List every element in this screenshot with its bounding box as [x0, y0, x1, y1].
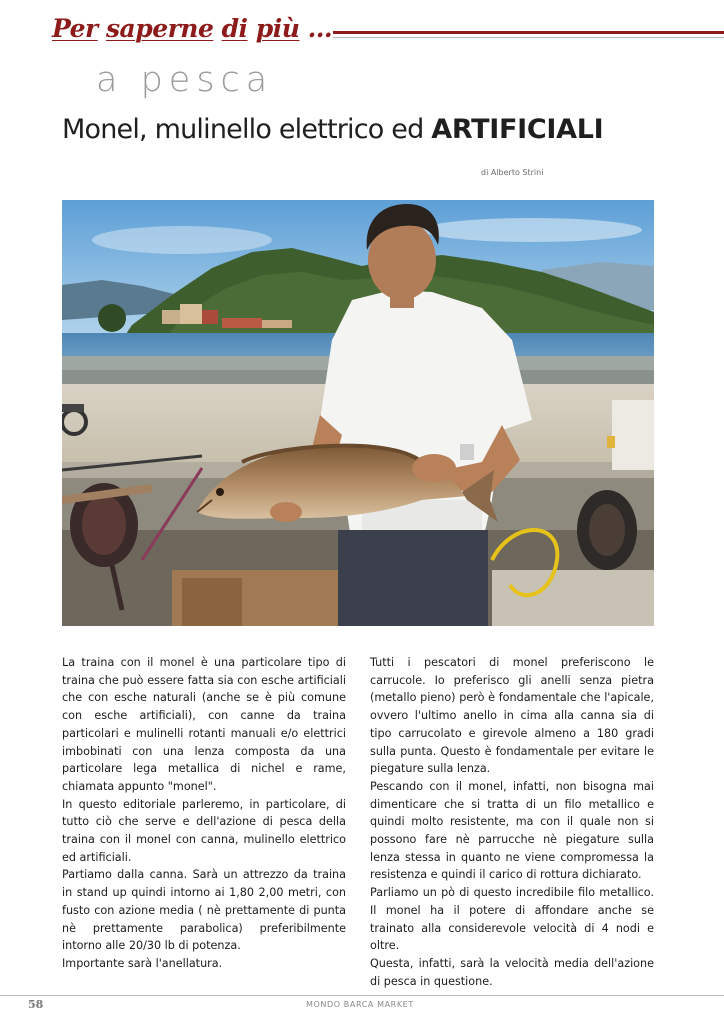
article-photo — [62, 200, 654, 626]
kicker-ellipsis: … — [299, 14, 333, 43]
headline-regular: Monel, mulinello elettrico ed — [62, 114, 432, 145]
article-headline — [62, 114, 662, 145]
kicker-word: più — [255, 14, 300, 43]
paragraph: La traina con il monel è una particolare tipo di traina che può essere fatta sia con esche artificiali che con esche naturali (anche se è più comune con esche artificiali), con canne da traina particolari e mulinelli rotanti manuali e/o elettrici imbobinati con una lenza composta da una particolare lega metallica di nichel e rame, chiamata appunto "monel". — [62, 656, 346, 793]
article-column-left — [62, 654, 346, 973]
paragraph: Tutti i pescatori di monel preferiscono le carrucole. Io preferisco gli anelli senza pietra (metallo pieno) però è fondamentale che l'apicale, ovvero l'ultimo anello in cima alla canna sia di tipo carrucolato e girevole almeno a 180 gradi sulla punta. Questo è fondamentale per evitare le piegature sulla lenza. — [370, 656, 654, 776]
headline-bold: ARTIFICIALI — [431, 114, 604, 145]
kicker-word: saperne — [105, 14, 214, 43]
byline: di Alberto Strini — [481, 168, 544, 177]
header-rule-thin — [333, 37, 724, 38]
article-column-right — [370, 654, 654, 990]
paragraph: In questo editoriale parleremo, in particolare, di tutto ciò che serve e dell'azione di pesca della traina con il monel con canna, mulinello elettrico ed artificiali. — [62, 797, 346, 864]
paragraph: Parliamo un pò di questo incredibile filo metallico. Il monel ha il potere di affondare anche se trainato alla considerevole velocità di 4 nodi e oltre. — [370, 886, 654, 953]
footer-rule — [0, 995, 724, 996]
paragraph: Questa, infatti, sarà la velocità media dell'azione di pesca in questione. — [370, 956, 654, 988]
paragraph: Pescando con il monel, infatti, non bisogna mai dimenticare che si tratta di un filo metallico e quindi molto resistente, ma con il quale non si possono fare nè parrucche nè piegature sulla lenza stessa in quanto ne viene compromessa la resistenza e quindi il carico di rottura dichiarato. — [370, 779, 654, 882]
paragraph: Partiamo dalla canna. Sarà un attrezzo da traina in stand up quindi intorno ai 1,80 2,00 metri, con fusto con azione media ( nè prettamente di punta nè prettamente parabolica) preferibilmente intorno alle 20/30 lb di potenza. — [62, 868, 346, 953]
page-number: 58 — [28, 998, 44, 1011]
header-rule — [333, 31, 724, 34]
magazine-name: MONDO BARCA MARKET — [306, 1000, 414, 1009]
kicker-word: di — [221, 14, 248, 43]
section-title: a pesca — [96, 60, 274, 100]
paragraph: Importante sarà l'anellatura. — [62, 956, 223, 970]
kicker-word: Per — [52, 14, 98, 43]
section-kicker — [52, 14, 332, 43]
